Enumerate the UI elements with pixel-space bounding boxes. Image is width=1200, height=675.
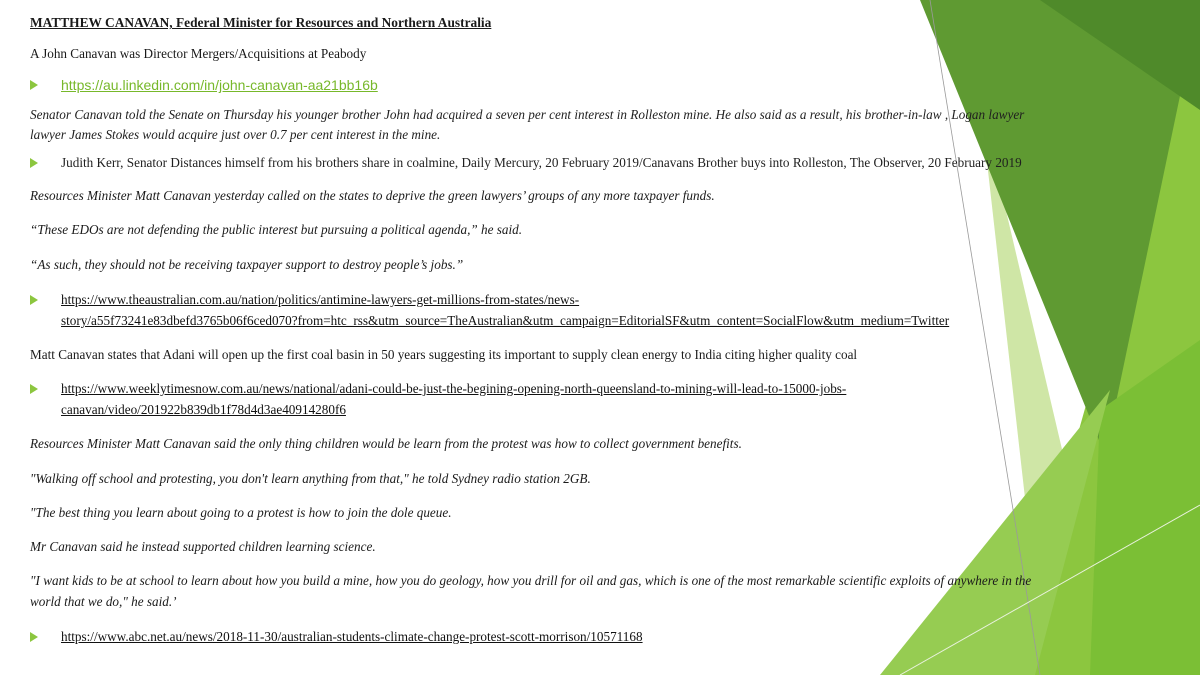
linkedin-link[interactable]: https://au.linkedin.com/in/john-canavan-aa21bb16b xyxy=(61,77,378,93)
senate-text-line-2: lawyer James Stokes would acquire just over 0.7 per cent interest in the mine. xyxy=(30,127,441,142)
weeklytimes-link-line-2[interactable]: canavan/video/201922b839db1f78d4d3ae40914280f6 xyxy=(61,402,346,417)
walking-off-quote: "Walking off school and protesting, you don't learn anything from that," he told Sydney radio station 2GB. xyxy=(30,471,591,486)
abc-link[interactable]: https://www.abc.net.au/news/2018-11-30/australian-students-climate-change-protest-scott-morrison/10571168 xyxy=(61,629,643,644)
jobs-quote: “As such, they should not be receiving taxpayer support to destroy people’s jobs.” xyxy=(30,257,464,272)
weeklytimes-link-line-1[interactable]: https://www.weeklytimesnow.com.au/news/national/adani-could-be-just-the-begining-opening-north-queensland-to-mining-will-lead-to-15000-jobs- xyxy=(61,381,847,396)
triangle-bullet-icon xyxy=(30,158,38,168)
mine-quote-line-2: world that we do," he said.’ xyxy=(30,594,177,609)
triangle-bullet-icon xyxy=(30,384,38,394)
children-quote: Resources Minister Matt Canavan said the only thing children would be learn from the protest was how to collect government benefits. xyxy=(30,436,742,451)
triangle-bullet-icon xyxy=(30,295,38,305)
resources-minister-quote: Resources Minister Matt Canavan yesterday called on the states to deprive the green lawyers’ groups of any more taxpayer funds. xyxy=(30,188,715,203)
australian-link-line-1[interactable]: https://www.theaustralian.com.au/nation/politics/antimine-lawyers-get-millions-from-states/news- xyxy=(61,292,580,307)
adani-statement: Matt Canavan states that Adani will open up the first coal basin in 50 years suggesting its important to supply clean energy to India citing higher quality coal xyxy=(30,347,858,362)
triangle-bullet-icon xyxy=(30,80,38,90)
senate-text-line-1: Senator Canavan told the Senate on Thursday his younger brother John had acquired a seven per cent interest in Rolleston mine. He also said as a result, his brother-in-law , Logan lawyer xyxy=(30,107,1025,122)
slide-title: MATTHEW CANAVAN, Federal Minister for Resources and Northern Australia xyxy=(30,15,492,30)
triangle-bullet-icon xyxy=(30,632,38,642)
edo-quote: “These EDOs are not defending the public interest but pursuing a political agenda,” he said. xyxy=(30,222,523,237)
mine-quote-line-1: "I want kids to be at school to learn about how you build a mine, how you do geology, how you drill for oil and gas, which is one of the most remarkable scientific exploits of anywhere in the xyxy=(30,573,1032,588)
science-quote: Mr Canavan said he instead supported children learning science. xyxy=(30,539,376,554)
dole-queue-quote: "The best thing you learn about going to a protest is how to join the dole queue. xyxy=(30,505,452,520)
peabody-line: A John Canavan was Director Mergers/Acquisitions at Peabody xyxy=(30,46,367,61)
australian-link-line-2[interactable]: story/a55f73241e83dbefd3765b06f6ced070?from=htc_rss&utm_source=TheAustralian&utm_campaign=EditorialSF&utm_content=SocialFlow&utm_medium=Twitter xyxy=(61,313,950,328)
sources-text: Judith Kerr, Senator Distances himself from his brothers share in coalmine, Daily Mercury, 20 February 2019/Canavans Brother buys into Rolleston, The Observer, 20 February 2019 xyxy=(61,155,1022,170)
